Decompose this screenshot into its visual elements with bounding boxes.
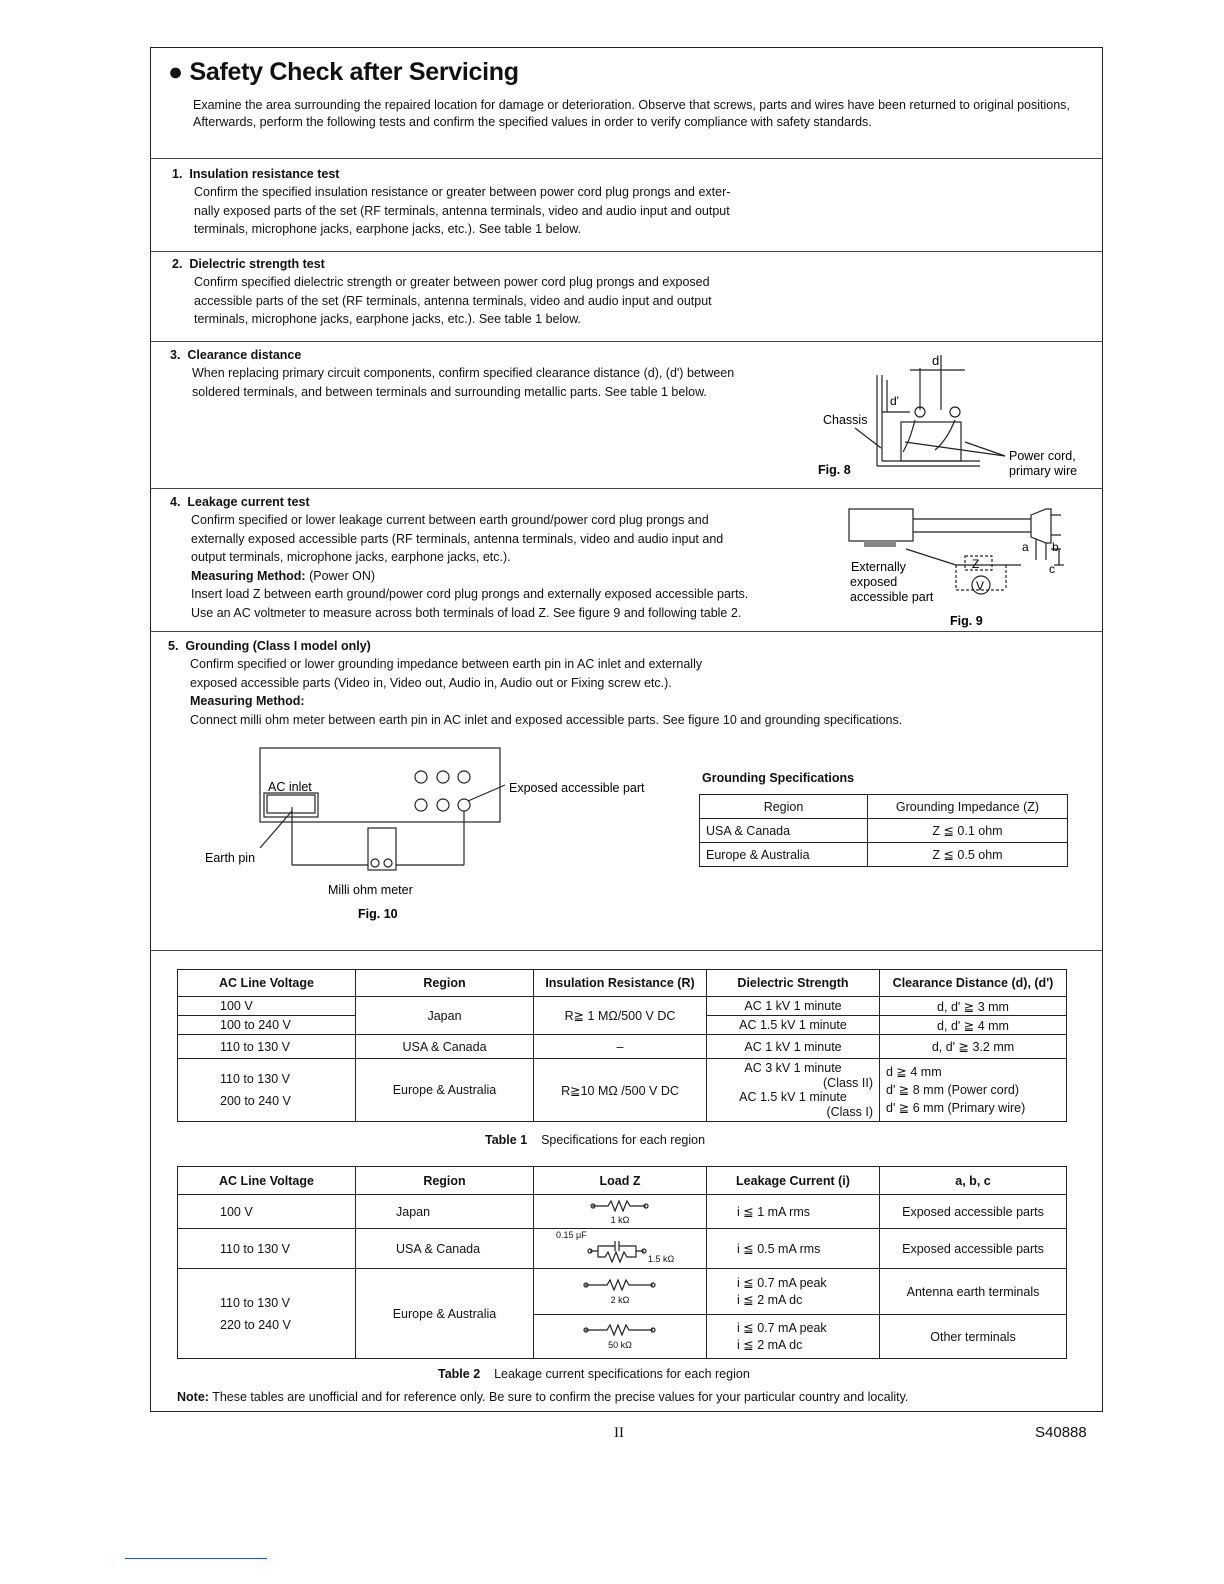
table2-cell: Exposed accessible parts [880,1195,1067,1229]
table1-cell: d, d' ≧ 3.2 mm [880,1035,1067,1059]
table2-header: Leakage Current (i) [707,1167,880,1195]
table2-caption: Table 2 Leakage current specifications for each region [438,1367,750,1381]
section-insulation: 1. Insulation resistance test Confirm the specified insulation resistance or greater between power cord plug prongs and exter- nally exposed parts of the set (RF terminals, antenna terminals, video and audio input and output terminals, microphone jacks, earphone jacks, etc.). See table 1 below. [172,167,731,236]
table1-header: Dielectric Strength [707,970,880,997]
table2-cell: 110 to 130 V [178,1229,356,1269]
page-title: ● Safety Check after Servicing [168,58,519,86]
table2-cell: 110 to 130 V 220 to 240 V [178,1269,356,1359]
fig9-v-label: V [976,579,985,593]
table2-cell: 2 kΩ [534,1269,707,1315]
table1-cell: Japan [356,997,534,1035]
divider [150,631,1103,632]
table1-cell: 110 to 130 V 200 to 240 V [178,1059,356,1122]
table1-header: Region [356,970,534,997]
fig8-dprime-label: d' [890,394,899,408]
table-1 [177,969,1067,1122]
fig10-ac-inlet-label: AC inlet [268,780,312,794]
fig9-z-label: Z [972,557,980,571]
table2-cell: 100 V [178,1195,356,1229]
section-grounding: 5. Grounding (Class I model only) Confirm specified or lower grounding impedance between earth pin in AC inlet and externally exposed accessible parts (Video in, Video out, Audio in, Audio out or Fixing screw etc.). Measuring Method: Connect milli ohm meter between earth pin in AC inlet and exposed accessible parts. See figure 10 and grounding specifications. [168,639,903,727]
grounding-cell: USA & Canada [700,819,868,843]
fig10-earth-pin-label: Earth pin [205,851,256,865]
bottom-rule [125,1558,267,1559]
table2-cell: 0.15 μF 1.5 kΩ [534,1229,707,1269]
table2-cell: i ≦ 1 mA rms [707,1195,880,1229]
grounding-cell: Z ≦ 0.1 ohm [868,819,1068,843]
fig10-exposed-label: Exposed accessible part [509,781,645,795]
table1-caption: Table 1 Specifications for each region [485,1133,706,1147]
table2-cell: USA & Canada [356,1229,534,1269]
grounding-header-region: Region [700,795,868,819]
table1-header: Clearance Distance (d), (d') [880,970,1067,997]
table1-cell: AC 3 kV 1 minute (Class II) AC 1.5 kV 1 minute (Class I) [707,1059,880,1122]
fig8-caption: Fig. 8 [818,463,851,477]
table2-cell: Exposed accessible parts [880,1229,1067,1269]
grounding-spec-table [699,794,1068,867]
table1-cell: USA & Canada [356,1035,534,1059]
divider [150,488,1103,489]
resistor-icon [583,1323,657,1337]
divider [150,251,1103,252]
fig9-label-line1: Externally [851,560,906,574]
section-dielectric: 2. Dielectric strength test Confirm specified dielectric strength or greater between power cord plug prongs and exposed accessible parts of the set (RF terminals, antenna terminals, video and audio input and output terminals, microphone jacks, earphone jacks, etc.). See table 1 below. [172,257,712,326]
fig8-primary-wire-label: primary wire [1009,464,1078,478]
fig9-label-line2: exposed [850,575,898,589]
fig9-caption: Fig. 9 [950,614,983,628]
fig10-meter-label: Milli ohm meter [328,883,413,897]
grounding-header-impedance: Grounding Impedance (Z) [868,795,1068,819]
table1-header: AC Line Voltage [178,970,356,997]
section-clearance: 3. Clearance distance When replacing primary circuit components, confirm specified clearance distance (d), (d') between soldered terminals, and between terminals and surrounding metallic parts. See table 1 below. [170,348,735,399]
fig10-caption: Fig. 10 [358,907,398,921]
table1-cell: AC 1 kV 1 minute [707,1035,880,1059]
figure-10-diagram [200,745,680,925]
table1-cell: 100 V [178,997,356,1016]
table1-cell: – [534,1035,707,1059]
document-code: S40888 [1035,1424,1087,1441]
fig9-label-line3: accessible part [850,590,934,604]
table1-cell: 100 to 240 V [178,1016,356,1035]
divider [150,341,1103,342]
footnote: Note: These tables are unofficial and for reference only. Be sure to confirm the precise values for your particular country and locality. [177,1390,909,1404]
table2-cell: i ≦ 0.7 mA peak i ≦ 2 mA dc [707,1269,880,1315]
figure-9-diagram [846,505,1076,630]
table2-cell: 50 kΩ [534,1315,707,1359]
fig9-b-label: b [1052,540,1059,554]
table2-cell: Other terminals [880,1315,1067,1359]
fig9-c-label: c [1049,562,1055,576]
grounding-spec-title: Grounding Specifications [702,771,855,785]
grounding-cell: Z ≦ 0.5 ohm [868,843,1068,867]
table2-header: a, b, c [880,1167,1067,1195]
table1-cell: Europe & Australia [356,1059,534,1122]
table2-header: Load Z [534,1167,707,1195]
table1-cell: d ≧ 4 mm d' ≧ 8 mm (Power cord) d' ≧ 6 mm (Primary wire) [880,1059,1067,1122]
resistor-icon [583,1278,657,1292]
figure-8-diagram [815,350,1100,482]
table1-cell: d, d' ≧ 4 mm [880,1016,1067,1035]
table2-header: AC Line Voltage [178,1167,356,1195]
fig8-d-label: d [932,353,940,368]
table1-cell: R≧ 1 MΩ/500 V DC [534,997,707,1035]
fig8-power-cord-label: Power cord, [1009,449,1076,463]
resistor-icon [590,1199,650,1213]
fig8-chassis-label: Chassis [823,413,868,427]
table-2 [177,1166,1067,1359]
divider [150,158,1103,159]
grounding-cell: Europe & Australia [700,843,868,867]
intro-paragraph: Examine the area surrounding the repaired location for damage or deterioration. Observe that screws, parts and wires have been returned to original positions, Afterwards, perform the following tests and confirm the specified values in order to verify compliance with safety standards. [193,98,1070,129]
table2-cell: Europe & Australia [356,1269,534,1359]
table2-header: Region [356,1167,534,1195]
fig9-a-label: a [1022,540,1029,554]
table2-cell: i ≦ 0.5 mA rms [707,1229,880,1269]
table2-cell: i ≦ 0.7 mA peak i ≦ 2 mA dc [707,1315,880,1359]
table2-cell: 1 kΩ [534,1195,707,1229]
table1-cell: AC 1.5 kV 1 minute [707,1016,880,1035]
section-leakage: 4. Leakage current test Confirm specified or lower leakage current between earth ground/power cord plug prongs and externally exposed accessible parts (RF terminals, antenna terminals, video and audio input and output terminals, microphone jacks, earphone jacks, etc.). Measuring Method: (Power ON) Insert load Z between earth ground/power cord plug prongs and externally exposed accessible parts. Use an AC voltmeter to measure across both terminals of load Z. See figure 9 and following table 2. [170,495,749,620]
table1-cell: AC 1 kV 1 minute [707,997,880,1016]
divider [150,950,1103,951]
table2-cell: Japan [356,1195,534,1229]
page-number: II [614,1425,624,1441]
table1-header: Insulation Resistance (R) [534,970,707,997]
table2-cell: Antenna earth terminals [880,1269,1067,1315]
bullet-icon: ● [168,58,183,86]
table1-cell: d, d' ≧ 3 mm [880,997,1067,1016]
table1-cell: R≧10 MΩ /500 V DC [534,1059,707,1122]
table1-cell: 110 to 130 V [178,1035,356,1059]
